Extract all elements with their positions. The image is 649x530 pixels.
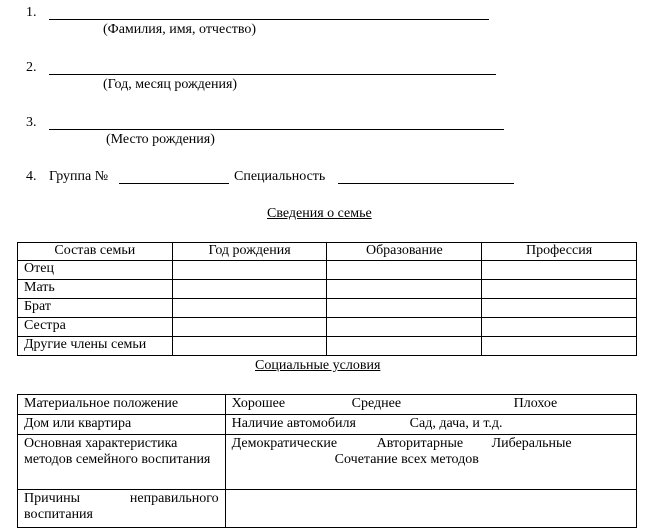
social-table <box>17 394 637 528</box>
col-header-profession: Профессия <box>482 243 637 261</box>
causes-input-cell[interactable] <box>225 489 636 527</box>
table-cell[interactable] <box>172 318 327 337</box>
row-label-mother: Мать <box>18 280 173 299</box>
family-section-title: Сведения о семье <box>267 206 372 221</box>
table-cell[interactable] <box>172 299 327 318</box>
option-garden[interactable]: Сад, дача, и т.д. <box>409 415 503 431</box>
table-row <box>18 414 637 434</box>
field-number-1: 1. <box>26 5 37 20</box>
row-label-father: Отец <box>18 261 173 280</box>
option-democratic[interactable]: Демократические <box>231 435 338 451</box>
birth-date-input-line[interactable] <box>49 74 496 75</box>
col-header-education: Образование <box>327 243 482 261</box>
social-section-title: Социальные условия <box>255 358 381 373</box>
table-row <box>18 261 637 280</box>
table-row <box>18 489 637 527</box>
option-authoritarian[interactable]: Авторитарные <box>376 435 464 451</box>
row-label-brother: Брат <box>18 299 173 318</box>
table-row <box>18 337 637 356</box>
option-average[interactable]: Среднее <box>351 396 402 411</box>
table-row <box>18 318 637 337</box>
methods-label: Основная характеристика методов семейного воспитания <box>18 434 226 489</box>
material-label: Материальное положение <box>18 395 226 415</box>
field-number-3: 3. <box>26 115 37 130</box>
causes-label: Причины неправильного воспитания <box>18 489 226 527</box>
option-liberal[interactable]: Либеральные <box>491 435 572 451</box>
specialty-label: Специальность <box>234 169 326 184</box>
birth-date-caption: (Год, месяц рождения) <box>103 77 238 92</box>
row-label-sister: Сестра <box>18 318 173 337</box>
table-cell[interactable] <box>172 280 327 299</box>
table-cell[interactable] <box>327 280 482 299</box>
table-cell[interactable] <box>482 337 637 356</box>
field-number-2: 2. <box>26 60 37 75</box>
table-cell[interactable] <box>482 299 637 318</box>
table-cell[interactable] <box>482 318 637 337</box>
family-table <box>17 242 637 356</box>
option-bad[interactable]: Плохое <box>513 396 558 411</box>
material-options-cell[interactable] <box>225 395 636 415</box>
row-label-other-members: Другие члены семьи <box>18 337 173 356</box>
col-header-birth-year: Год рождения <box>172 243 327 261</box>
table-row <box>18 434 637 489</box>
table-row <box>18 395 637 415</box>
home-options-cell[interactable] <box>225 414 636 434</box>
option-good[interactable]: Хорошее <box>231 396 286 411</box>
group-input-line[interactable] <box>119 183 229 184</box>
birth-place-input-line[interactable] <box>49 129 504 130</box>
option-car[interactable]: Наличие автомобиля <box>231 415 356 431</box>
table-cell[interactable] <box>482 280 637 299</box>
table-cell[interactable] <box>327 299 482 318</box>
group-label: Группа № <box>49 169 109 184</box>
fio-input-line[interactable] <box>49 19 489 20</box>
col-header-composition: Состав семьи <box>18 243 173 261</box>
specialty-input-line[interactable] <box>338 183 514 184</box>
home-label: Дом или квартира <box>18 414 226 434</box>
table-cell[interactable] <box>172 337 327 356</box>
fio-caption: (Фамилия, имя, отчество) <box>103 22 257 37</box>
table-cell[interactable] <box>327 337 482 356</box>
table-row <box>18 299 637 318</box>
field-number-4: 4. <box>26 169 37 184</box>
family-header-row <box>18 243 637 261</box>
table-cell[interactable] <box>172 261 327 280</box>
option-combined[interactable]: Сочетание всех методов <box>334 452 479 468</box>
methods-options-cell[interactable] <box>225 434 636 489</box>
table-cell[interactable] <box>327 318 482 337</box>
table-cell[interactable] <box>482 261 637 280</box>
birth-place-caption: (Место рождения) <box>106 132 215 147</box>
table-row <box>18 280 637 299</box>
table-cell[interactable] <box>327 261 482 280</box>
